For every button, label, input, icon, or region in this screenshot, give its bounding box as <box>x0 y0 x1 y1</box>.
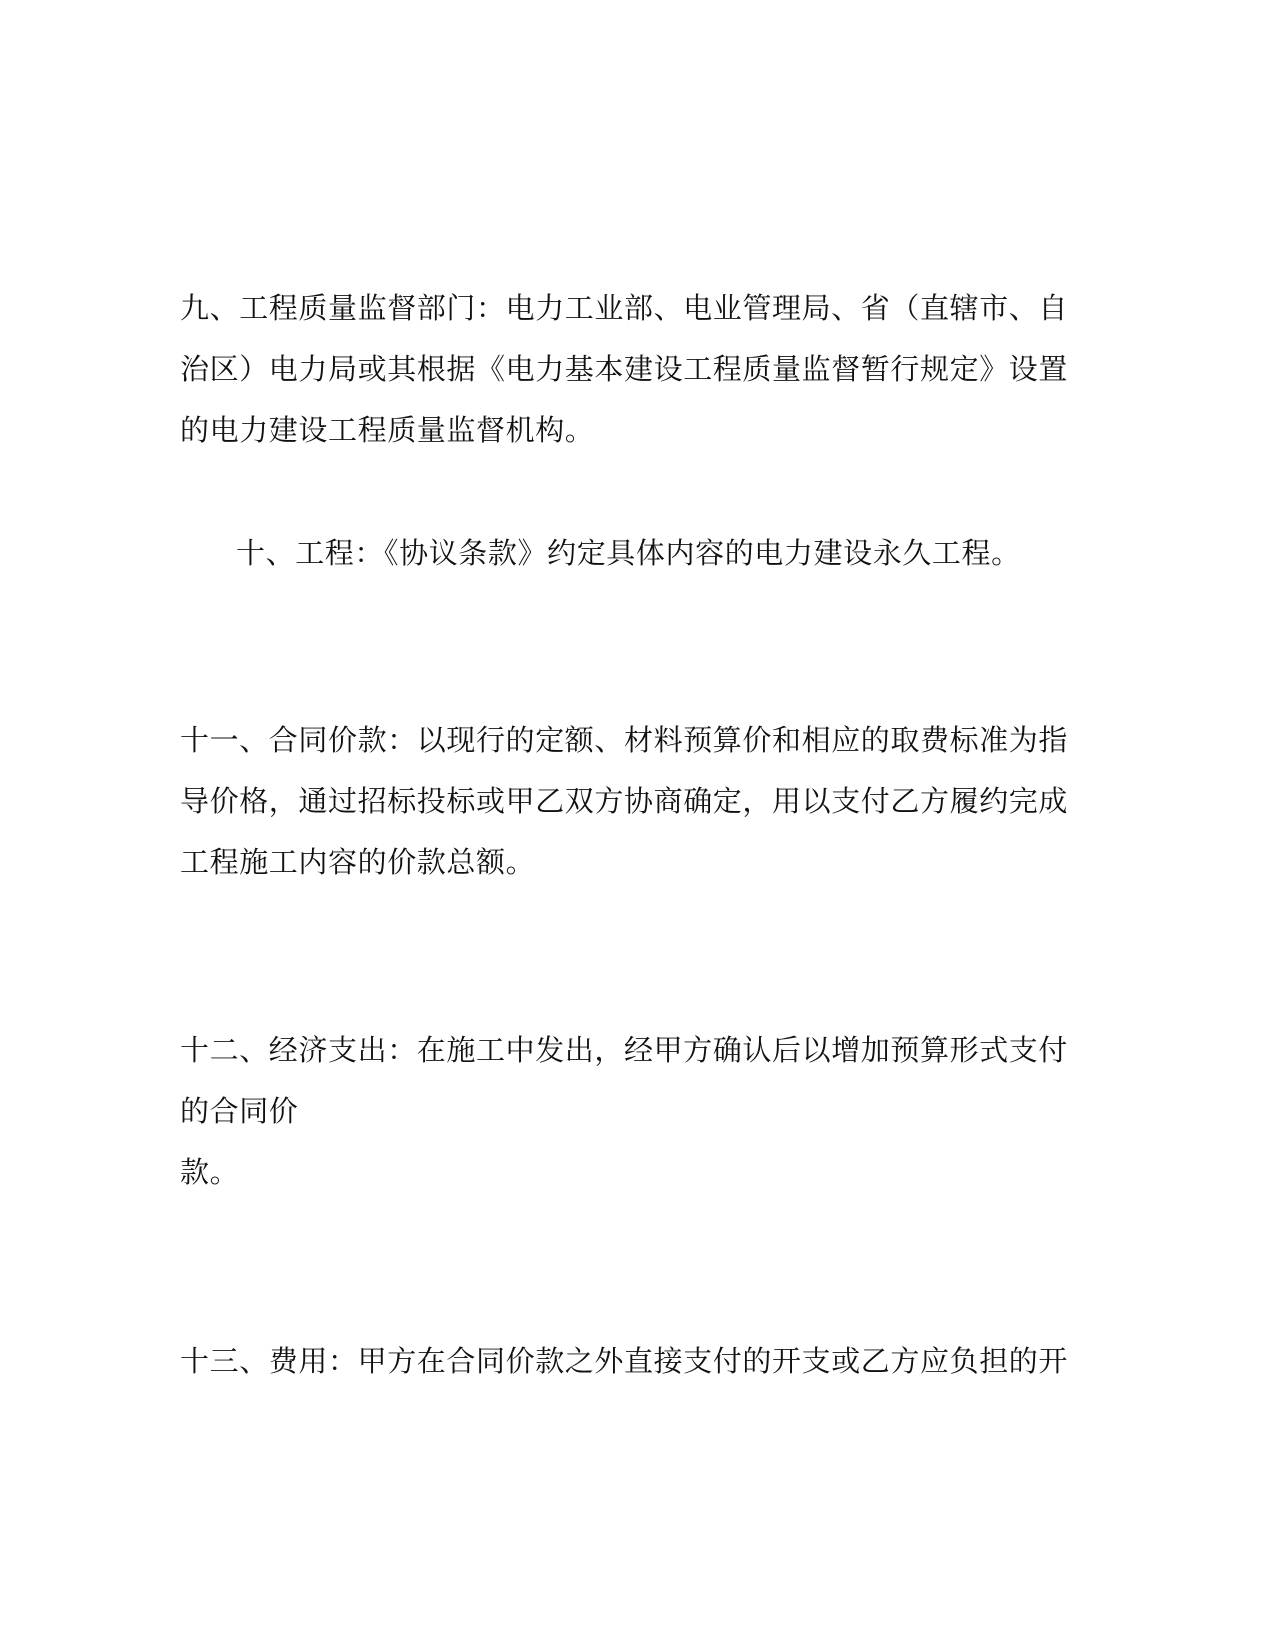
paragraph-11-line-2: 导价格，通过招标投标或甲乙双方协商确定，用以支付乙方履约完成 <box>180 784 1069 818</box>
paragraph-12-line-3: 款。 <box>180 1155 240 1189</box>
paragraph-12-line-1: 十二、经济支出：在施工中发出，经甲方确认后以增加预算形式支付 <box>180 1033 1069 1067</box>
paragraph-13-line-1: 十三、费用：甲方在合同价款之外直接支付的开支或乙方应负担的开 <box>180 1344 1069 1378</box>
paragraph-9-line-1: 九、工程质量监督部门：电力工业部、电业管理局、省（直辖市、自 <box>180 291 1069 325</box>
paragraph-11-line-3: 工程施工内容的价款总额。 <box>180 845 536 879</box>
paragraph-11-line-1: 十一、合同价款：以现行的定额、材料预算价和相应的取费标准为指 <box>180 723 1069 757</box>
paragraph-12-line-2: 的合同价 <box>180 1094 299 1128</box>
paragraph-10-line-1: 十、工程：《协议条款》约定具体内容的电力建设永久工程。 <box>236 536 1021 570</box>
paragraph-9-line-2: 治区）电力局或其根据《电力基本建设工程质量监督暂行规定》设置 <box>180 352 1069 386</box>
paragraph-9-line-3: 的电力建设工程质量监督机构。 <box>180 413 595 447</box>
